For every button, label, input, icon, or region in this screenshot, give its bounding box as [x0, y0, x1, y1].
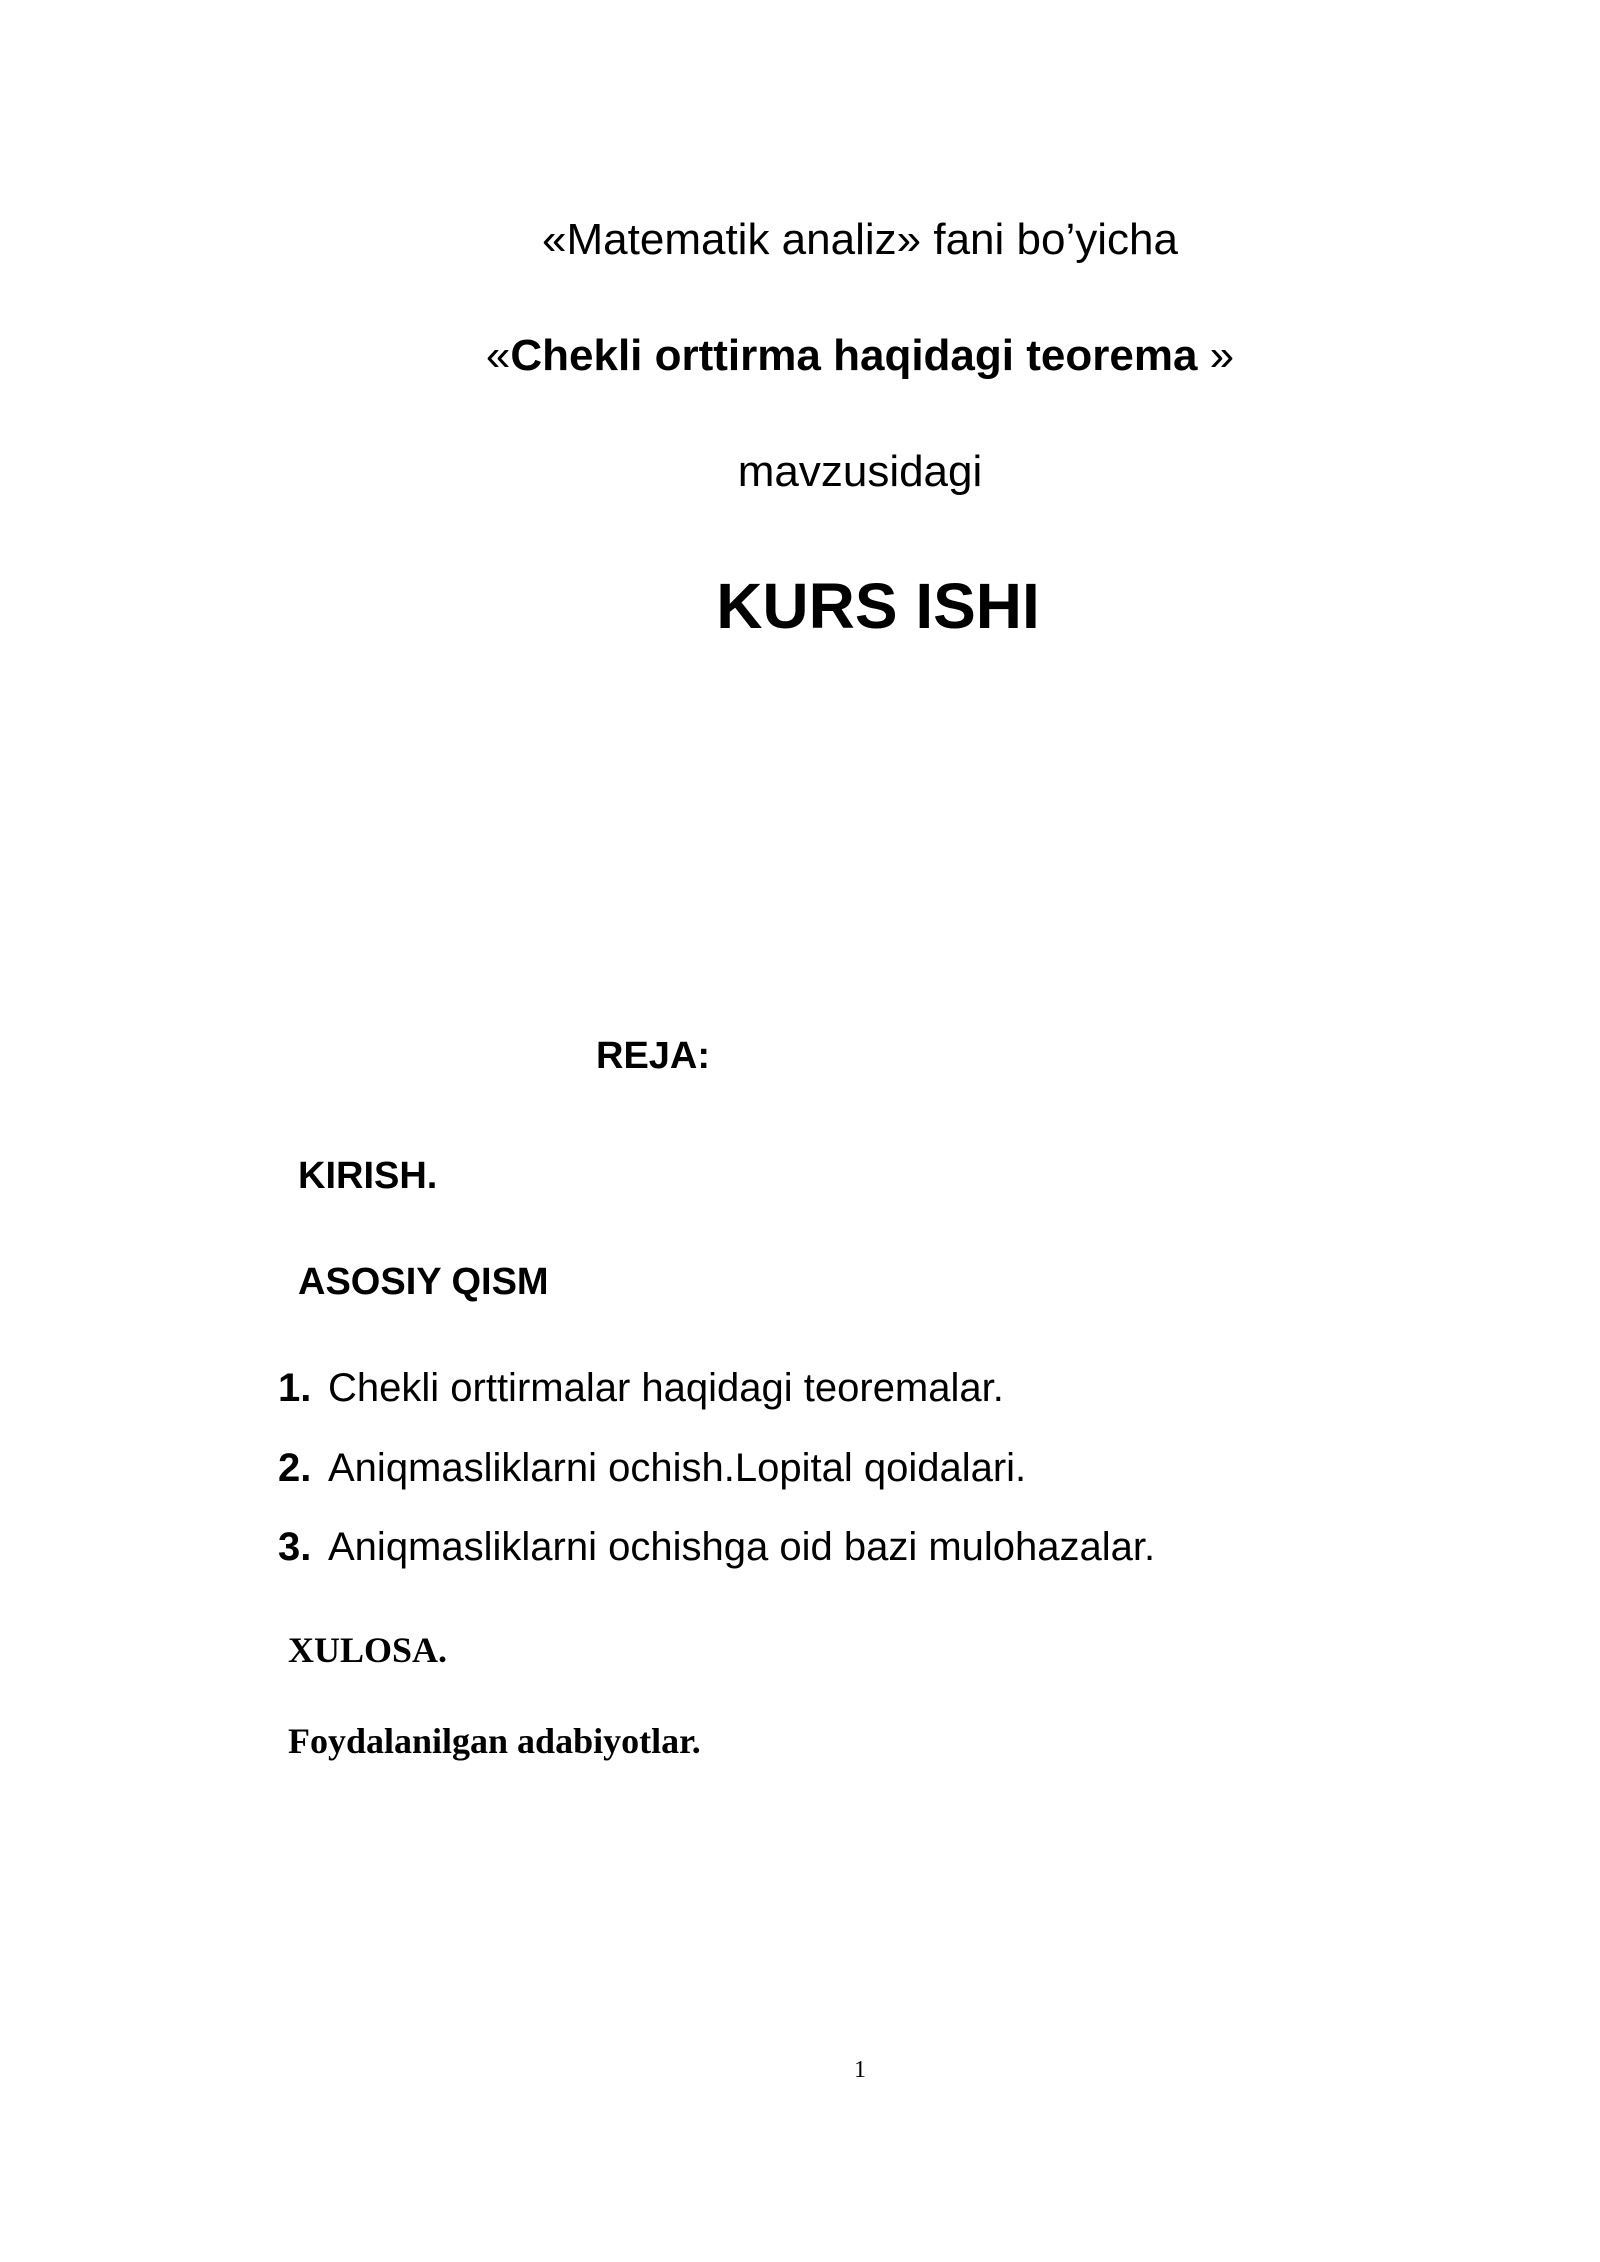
list-item-text: Aniqmasliklarni ochishga oid bazi mulohazalar. — [328, 1525, 1156, 1569]
plan-intro: KIRISH. — [298, 1155, 438, 1197]
topic-suffix: mavzusidagi — [737, 447, 983, 496]
topic-open-quote: « — [485, 331, 511, 380]
topic-line — [60, 326, 1600, 386]
list-item — [278, 1519, 1155, 1575]
list-item — [278, 1360, 1004, 1416]
topic-close-quote: » — [1197, 331, 1235, 380]
plan-references: Foydalanilgan adabiyotlar. — [288, 1721, 701, 1761]
topic-title: Chekli orttirma haqidagi teorema — [510, 331, 1198, 380]
work-type-title: KURS ISHI — [716, 570, 1040, 642]
list-item — [278, 1440, 1026, 1496]
list-item-number: 3. — [278, 1525, 312, 1569]
page-number: 1 — [854, 2057, 866, 2083]
plan-main-part: ASOSIY QISM — [298, 1261, 549, 1303]
plan-heading: REJA: — [596, 1035, 711, 1077]
list-item-text: Aniqmasliklarni ochish.Lopital qoidalari. — [328, 1446, 1027, 1490]
subject-line: «Matematik analiz» fani bo’yicha — [542, 215, 1178, 264]
list-item-number: 1. — [278, 1366, 312, 1410]
plan-conclusion: XULOSA. — [288, 1630, 448, 1670]
list-item-text: Chekli orttirmalar haqidagi teoremalar. — [328, 1366, 1004, 1410]
list-item-number: 2. — [278, 1446, 312, 1490]
